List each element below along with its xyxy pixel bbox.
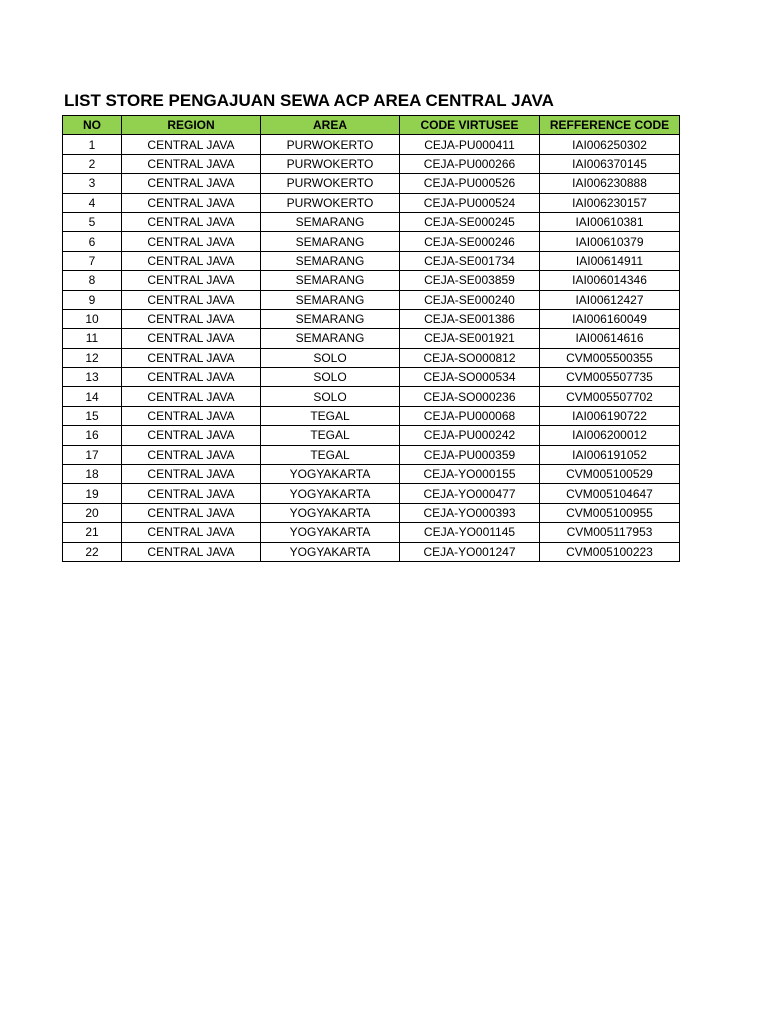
cell-code-virtusee: CEJA-SO000534: [400, 368, 540, 387]
cell-area: TEGAL: [261, 445, 400, 464]
cell-refference-code: IAI006370145: [540, 154, 680, 173]
cell-no: 16: [63, 426, 122, 445]
cell-area: SEMARANG: [261, 329, 400, 348]
cell-region: CENTRAL JAVA: [122, 309, 261, 328]
cell-code-virtusee: CEJA-PU000524: [400, 193, 540, 212]
cell-region: CENTRAL JAVA: [122, 406, 261, 425]
table-row: [63, 290, 680, 309]
cell-no: 12: [63, 348, 122, 367]
table-body: [63, 135, 680, 562]
cell-code-virtusee: CEJA-PU000068: [400, 406, 540, 425]
page-title: LIST STORE PENGAJUAN SEWA ACP AREA CENTRAL JAVA: [64, 91, 554, 110]
cell-region: CENTRAL JAVA: [122, 445, 261, 464]
table-row: [63, 348, 680, 367]
cell-refference-code: IAI00610381: [540, 212, 680, 231]
table-row: [63, 368, 680, 387]
cell-refference-code: CVM005500355: [540, 348, 680, 367]
cell-area: YOGYAKARTA: [261, 484, 400, 503]
cell-region: CENTRAL JAVA: [122, 426, 261, 445]
cell-code-virtusee: CEJA-SO000812: [400, 348, 540, 367]
cell-code-virtusee: CEJA-PU000359: [400, 445, 540, 464]
cell-area: PURWOKERTO: [261, 135, 400, 154]
cell-no: 17: [63, 445, 122, 464]
cell-code-virtusee: CEJA-YO000393: [400, 503, 540, 522]
cell-area: PURWOKERTO: [261, 193, 400, 212]
cell-refference-code: CVM005100955: [540, 503, 680, 522]
cell-region: CENTRAL JAVA: [122, 368, 261, 387]
cell-region: CENTRAL JAVA: [122, 348, 261, 367]
cell-region: CENTRAL JAVA: [122, 193, 261, 212]
header-area: AREA: [261, 116, 400, 135]
table-row: [63, 154, 680, 173]
cell-refference-code: IAI006160049: [540, 309, 680, 328]
cell-no: 3: [63, 174, 122, 193]
cell-no: 20: [63, 503, 122, 522]
cell-code-virtusee: CEJA-YO000155: [400, 465, 540, 484]
cell-region: CENTRAL JAVA: [122, 154, 261, 173]
cell-no: 7: [63, 251, 122, 270]
cell-refference-code: CVM005117953: [540, 523, 680, 542]
table-row: [63, 465, 680, 484]
cell-refference-code: CVM005104647: [540, 484, 680, 503]
cell-area: SOLO: [261, 348, 400, 367]
cell-refference-code: IAI00614911: [540, 251, 680, 270]
cell-code-virtusee: CEJA-SE003859: [400, 271, 540, 290]
cell-area: SOLO: [261, 368, 400, 387]
cell-region: CENTRAL JAVA: [122, 271, 261, 290]
cell-refference-code: CVM005507735: [540, 368, 680, 387]
cell-no: 14: [63, 387, 122, 406]
cell-no: 13: [63, 368, 122, 387]
cell-region: CENTRAL JAVA: [122, 465, 261, 484]
table-row: [63, 406, 680, 425]
cell-refference-code: IAI006200012: [540, 426, 680, 445]
cell-code-virtusee: CEJA-YO001145: [400, 523, 540, 542]
table-row: [63, 212, 680, 231]
header-code-virtusee: CODE VIRTUSEE: [400, 116, 540, 135]
cell-refference-code: CVM005100223: [540, 542, 680, 561]
cell-area: SEMARANG: [261, 232, 400, 251]
table-row: [63, 271, 680, 290]
cell-code-virtusee: CEJA-SE000240: [400, 290, 540, 309]
cell-area: YOGYAKARTA: [261, 503, 400, 522]
header-no: NO: [63, 116, 122, 135]
cell-region: CENTRAL JAVA: [122, 174, 261, 193]
table-row: [63, 484, 680, 503]
cell-no: 6: [63, 232, 122, 251]
cell-region: CENTRAL JAVA: [122, 329, 261, 348]
cell-region: CENTRAL JAVA: [122, 232, 261, 251]
cell-area: PURWOKERTO: [261, 154, 400, 173]
cell-no: 19: [63, 484, 122, 503]
cell-no: 4: [63, 193, 122, 212]
header-region: REGION: [122, 116, 261, 135]
table-row: [63, 174, 680, 193]
cell-region: CENTRAL JAVA: [122, 542, 261, 561]
cell-region: CENTRAL JAVA: [122, 212, 261, 231]
cell-refference-code: IAI00610379: [540, 232, 680, 251]
table-row: [63, 193, 680, 212]
cell-region: CENTRAL JAVA: [122, 523, 261, 542]
cell-refference-code: IAI006190722: [540, 406, 680, 425]
table-row: [63, 426, 680, 445]
cell-area: SEMARANG: [261, 309, 400, 328]
table-row: [63, 542, 680, 561]
table-row: [63, 503, 680, 522]
cell-no: 5: [63, 212, 122, 231]
table-row: [63, 329, 680, 348]
cell-area: YOGYAKARTA: [261, 465, 400, 484]
cell-code-virtusee: CEJA-YO000477: [400, 484, 540, 503]
cell-refference-code: CVM005507702: [540, 387, 680, 406]
cell-refference-code: IAI006191052: [540, 445, 680, 464]
cell-refference-code: IAI00614616: [540, 329, 680, 348]
cell-code-virtusee: CEJA-SE001386: [400, 309, 540, 328]
cell-refference-code: IAI00612427: [540, 290, 680, 309]
table-row: [63, 309, 680, 328]
cell-region: CENTRAL JAVA: [122, 503, 261, 522]
cell-area: SEMARANG: [261, 212, 400, 231]
table-row: [63, 135, 680, 154]
cell-region: CENTRAL JAVA: [122, 290, 261, 309]
table-row: [63, 251, 680, 270]
cell-code-virtusee: CEJA-SE001734: [400, 251, 540, 270]
table-header-row: [63, 116, 680, 135]
cell-no: 1: [63, 135, 122, 154]
cell-code-virtusee: CEJA-SE001921: [400, 329, 540, 348]
cell-code-virtusee: CEJA-PU000526: [400, 174, 540, 193]
cell-area: SEMARANG: [261, 271, 400, 290]
cell-no: 15: [63, 406, 122, 425]
cell-no: 9: [63, 290, 122, 309]
cell-no: 18: [63, 465, 122, 484]
cell-code-virtusee: CEJA-YO001247: [400, 542, 540, 561]
cell-refference-code: IAI006230157: [540, 193, 680, 212]
cell-refference-code: IAI006014346: [540, 271, 680, 290]
cell-area: YOGYAKARTA: [261, 523, 400, 542]
store-table: [62, 115, 680, 562]
cell-refference-code: IAI006230888: [540, 174, 680, 193]
header-refference-code: REFFERENCE CODE: [540, 116, 680, 135]
cell-no: 8: [63, 271, 122, 290]
cell-code-virtusee: CEJA-SO000236: [400, 387, 540, 406]
cell-region: CENTRAL JAVA: [122, 484, 261, 503]
cell-no: 11: [63, 329, 122, 348]
cell-area: TEGAL: [261, 406, 400, 425]
cell-region: CENTRAL JAVA: [122, 387, 261, 406]
cell-code-virtusee: CEJA-PU000411: [400, 135, 540, 154]
cell-no: 22: [63, 542, 122, 561]
cell-region: CENTRAL JAVA: [122, 251, 261, 270]
cell-area: SOLO: [261, 387, 400, 406]
cell-area: YOGYAKARTA: [261, 542, 400, 561]
table-row: [63, 523, 680, 542]
table-row: [63, 445, 680, 464]
cell-refference-code: IAI006250302: [540, 135, 680, 154]
cell-no: 10: [63, 309, 122, 328]
cell-area: SEMARANG: [261, 290, 400, 309]
cell-area: PURWOKERTO: [261, 174, 400, 193]
table-row: [63, 232, 680, 251]
cell-code-virtusee: CEJA-PU000242: [400, 426, 540, 445]
table-row: [63, 387, 680, 406]
cell-no: 21: [63, 523, 122, 542]
cell-code-virtusee: CEJA-SE000246: [400, 232, 540, 251]
cell-code-virtusee: CEJA-PU000266: [400, 154, 540, 173]
cell-area: SEMARANG: [261, 251, 400, 270]
cell-code-virtusee: CEJA-SE000245: [400, 212, 540, 231]
cell-no: 2: [63, 154, 122, 173]
cell-area: TEGAL: [261, 426, 400, 445]
cell-region: CENTRAL JAVA: [122, 135, 261, 154]
cell-refference-code: CVM005100529: [540, 465, 680, 484]
